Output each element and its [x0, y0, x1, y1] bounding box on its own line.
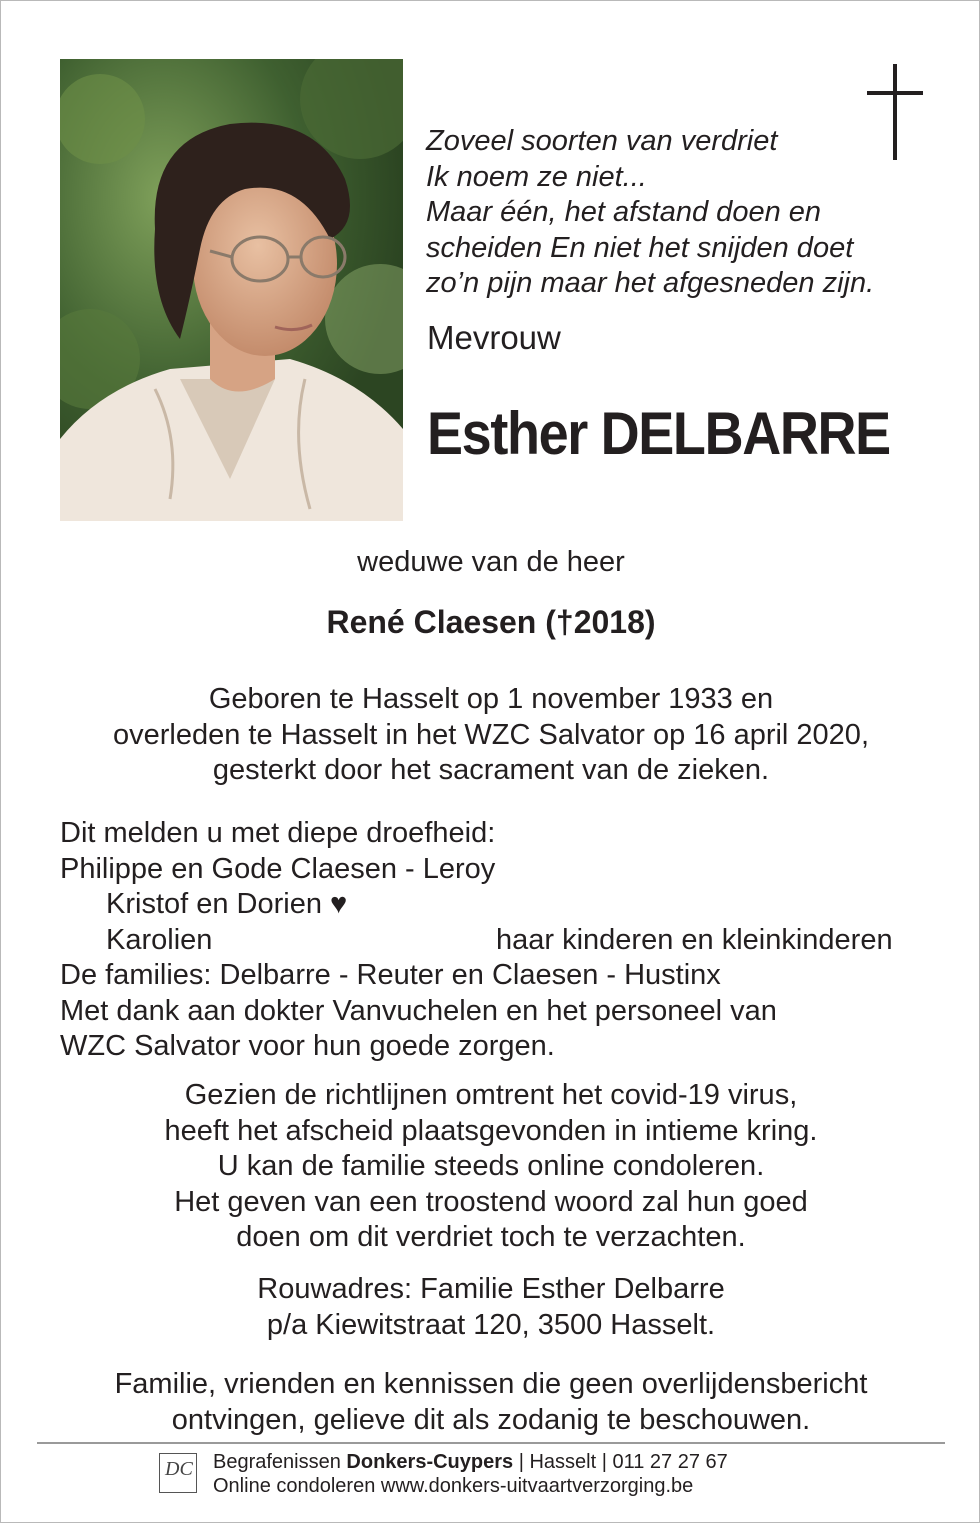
text-line: p/a Kiewitstraat 120, 3500 Hasselt.	[266, 1308, 716, 1341]
separator: |	[596, 1451, 613, 1473]
widow-line: weduwe van de heer	[357, 546, 625, 578]
relation-label: haar kinderen en kleinkinderen	[496, 923, 893, 956]
text-line: Geboren te Hasselt op 1 november 1933 en	[208, 683, 774, 715]
husband-name: René Claesen (†2018)	[326, 604, 656, 640]
text-line: Familie, vrienden en kennissen die geen overlijdensbericht	[114, 1368, 868, 1400]
funeral-home-line	[213, 1450, 728, 1474]
poem-line: Zoveel soorten van verdriet	[426, 125, 778, 157]
footer-info	[213, 1450, 728, 1498]
company-name: Donkers-Cuypers	[346, 1451, 514, 1473]
name-prefix: Mevrouw	[427, 319, 561, 356]
poem-line: zo’n pijn maar het afgesneden zijn.	[426, 267, 875, 299]
children-names: Philippe en Gode Claesen - Leroy	[60, 852, 496, 885]
mourning-address	[1, 1272, 980, 1343]
footer-prefix: Begrafenissen	[213, 1451, 347, 1473]
grandchild-row	[60, 923, 940, 959]
covid-notice	[1, 1078, 980, 1256]
text-line: heeft het afscheid plaatsgevonden in intieme kring.	[164, 1114, 818, 1147]
birth-death-text	[1, 682, 980, 789]
text-line: Gezien de richtlijnen omtrent het covid-19 virus,	[184, 1079, 798, 1111]
online-line	[213, 1474, 728, 1498]
grandchild-names: Kristof en Dorien ♥	[106, 888, 348, 920]
footer-city: Hasselt	[529, 1451, 597, 1473]
closing-notice	[1, 1367, 980, 1438]
poem-line: Ik noem ze niet...	[426, 160, 647, 193]
family-announcement	[60, 816, 940, 1065]
portrait-photo	[60, 59, 403, 521]
poem-line: scheiden En niet het snijden doet	[426, 231, 854, 264]
announcement-intro: Dit melden u met diepe droefheid:	[60, 817, 496, 849]
text-line: ontvingen, gelieve dit als zodanig te beschouwen.	[171, 1403, 811, 1436]
text-line: Rouwadres: Familie Esther Delbarre	[257, 1273, 725, 1305]
thanks-line: WZC Salvator voor hun goede zorgen.	[60, 1030, 555, 1062]
thanks-line: Met dank aan dokter Vanvuchelen en het personeel van	[60, 994, 777, 1027]
grandchild-name: Karolien	[106, 923, 213, 956]
footer-phone: 011 27 27 67	[612, 1451, 728, 1473]
text-line: gesterkt door het sacrament van de zieken.	[212, 754, 770, 786]
footer-divider	[37, 1442, 945, 1444]
dc-logo-icon	[159, 1453, 197, 1493]
text-line: U kan de familie steeds online condoleren.	[217, 1150, 765, 1182]
text-line: doen om dit verdriet toch te verzachten.	[236, 1221, 746, 1253]
logo-letters: DC	[165, 1458, 193, 1480]
separator: |	[513, 1451, 530, 1473]
poem	[426, 124, 926, 302]
deceased-name: Esther DELBARRE	[427, 400, 890, 467]
text-line: Het geven van een troostend woord zal hun goed	[174, 1185, 808, 1218]
website-link[interactable]: www.donkers-uitvaartverzorging.be	[380, 1475, 694, 1497]
poem-line: Maar één, het afstand doen en	[426, 196, 822, 228]
online-label: Online condoleren	[213, 1475, 381, 1497]
portrait-illustration	[60, 59, 403, 521]
families: De families: Delbarre - Reuter en Claesen - Hustinx	[60, 959, 721, 991]
text-line: overleden te Hasselt in het WZC Salvator op 16 april 2020,	[112, 718, 869, 751]
